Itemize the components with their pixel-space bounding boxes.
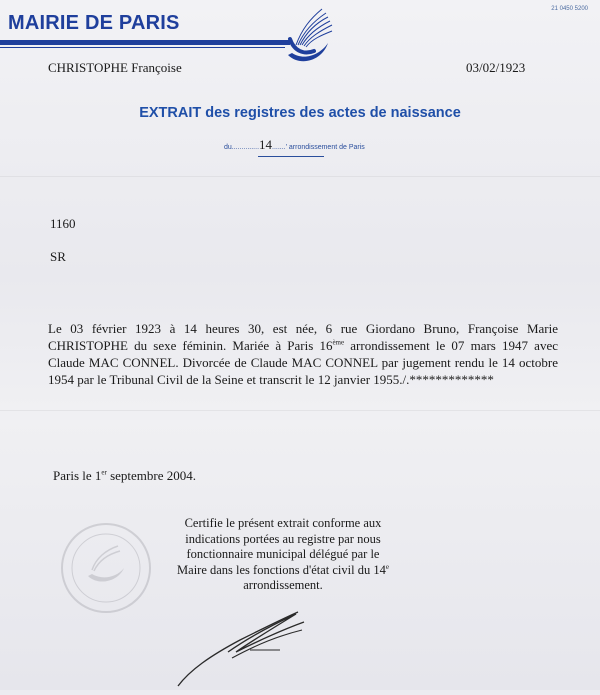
- district-prefix: du..............: [224, 144, 260, 151]
- body-part-2: arrondissement le 07 mars 1947 avec Claude MAC CONNEL. Divorcée de Claude MAC CONNEL par jugement rendu le 14 octobre 1954 par le Tribunal Civil de la Seine et transcrit le 12 janvier 1955./.*************: [48, 338, 558, 387]
- cert-part-2: arrondissement.: [243, 578, 323, 592]
- document-title: EXTRAIT des registres des actes de naissance: [139, 105, 461, 121]
- issuance-part-1: Paris le 1: [53, 468, 102, 483]
- certification-text: [172, 516, 394, 594]
- birth-record-text: [48, 320, 558, 388]
- brand-bar: [0, 40, 290, 45]
- issuance-superscript: er: [101, 468, 107, 477]
- district-suffix: .......' arrondissement de Paris: [272, 144, 365, 151]
- district-number: 14: [259, 137, 273, 152]
- brand-bar-thin: [0, 47, 285, 48]
- holder-name: CHRISTOPHE Françoise: [48, 60, 182, 75]
- handwritten-signature-icon: [170, 600, 310, 695]
- issuance-line: [53, 468, 196, 484]
- issuer-brand: MAIRIE DE PARIS: [8, 12, 180, 34]
- cert-part-1: Certifie le présent extrait conforme aux indications portées au registre par nous fonctionnaire municipal délégué par le Maire dans les fonctions d'état civil du 14: [177, 516, 386, 577]
- fold-line: [0, 176, 600, 177]
- issuance-part-2: septembre 2004.: [106, 468, 197, 483]
- register-code: SR: [50, 249, 66, 264]
- district-line: [224, 137, 365, 153]
- paris-city-logo-icon: [270, 5, 340, 80]
- cert-superscript: e: [385, 562, 389, 571]
- reference-number: 21 0450 5200: [551, 6, 588, 12]
- fold-line: [0, 410, 600, 411]
- record-date: 03/02/1923: [466, 60, 526, 75]
- body-part-1: Le 03 février 1923 à 14 heures 30, est née, 6 rue Giordano Bruno, Françoise Marie CHRISTOPHE du sexe féminin. Mariée à Paris 16: [48, 321, 558, 353]
- register-number: 1160: [50, 216, 76, 231]
- embossed-seal-icon: [58, 520, 154, 621]
- district-underline: [258, 156, 324, 157]
- body-superscript: ème: [332, 338, 345, 347]
